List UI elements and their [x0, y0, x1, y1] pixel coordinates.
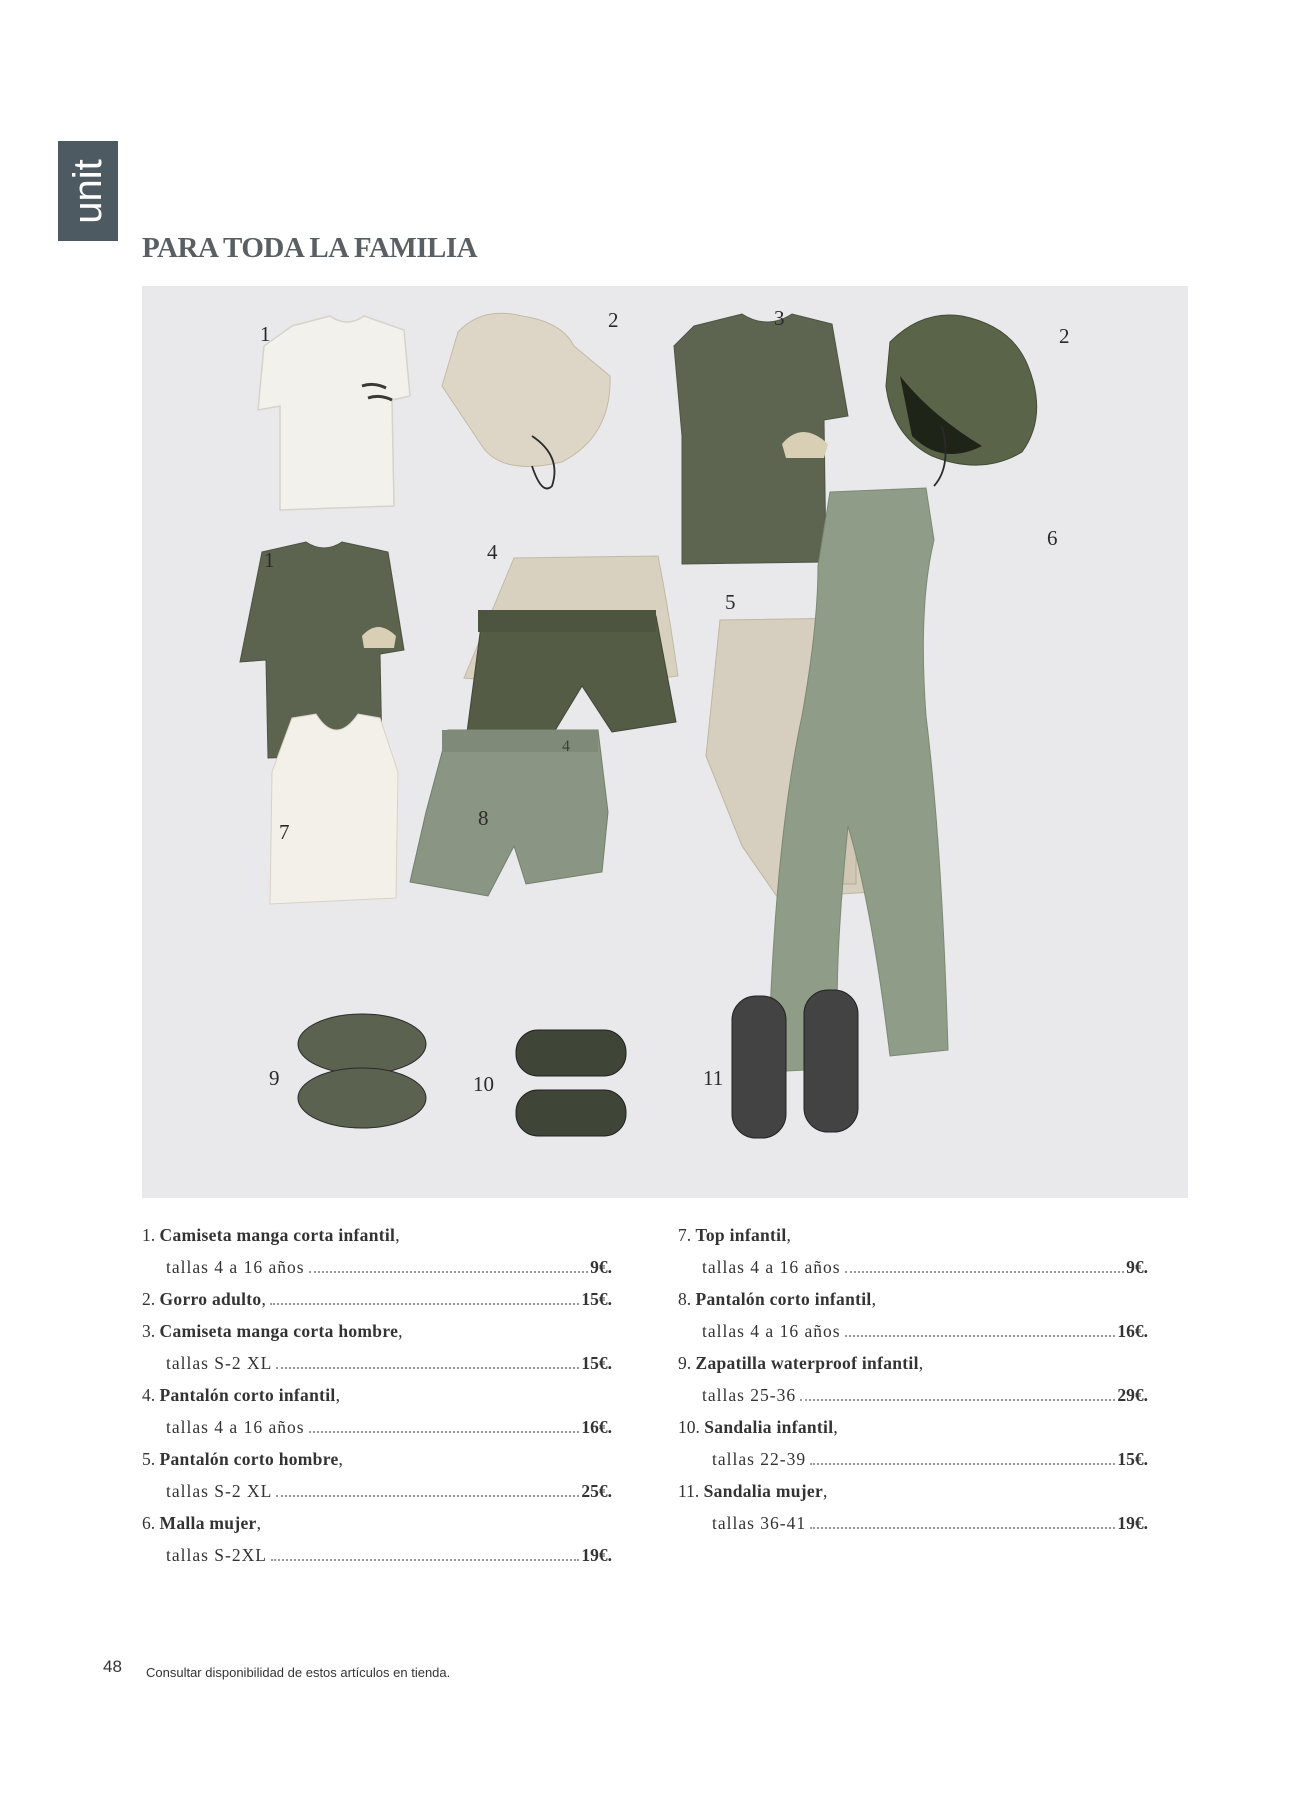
- item-price: 29€.: [1117, 1385, 1148, 1405]
- item-number: 5.: [142, 1449, 156, 1469]
- item-number: 1.: [142, 1225, 156, 1245]
- item-name: Zapatilla waterproof infantil: [695, 1353, 919, 1373]
- page-title: PARA TODA LA FAMILIA: [142, 232, 478, 264]
- list-item: 8. Pantalón corto infantil, tallas 4 a 16 años 16€.: [678, 1283, 1148, 1347]
- item-price: 16€.: [581, 1417, 612, 1437]
- item-name: Gorro adulto: [159, 1289, 262, 1309]
- list-item: 6. Malla mujer, tallas S-2XL 19€.: [142, 1507, 612, 1571]
- item-sizes: tallas 4 a 16 años: [166, 1417, 305, 1437]
- product-list-right: [678, 1219, 1148, 1539]
- item-name: Pantalón corto infantil: [695, 1289, 872, 1309]
- white-tshirt-shape: [258, 316, 410, 510]
- photo-number-10: 10: [473, 1072, 494, 1096]
- beige-hat-shape: [442, 313, 610, 488]
- product-photo: [142, 286, 1188, 1198]
- item-sizes: tallas 4 a 16 años: [702, 1257, 841, 1277]
- item-sizes: tallas S-2 XL: [166, 1353, 273, 1373]
- list-item: 10. Sandalia infantil, tallas 22-39 15€.: [678, 1411, 1148, 1475]
- photo-number-1-b: 1: [264, 548, 275, 572]
- olive-hat-shape: [886, 315, 1037, 486]
- photo-number-7: 7: [279, 820, 290, 844]
- list-item: 11. Sandalia mujer, tallas 36-41 19€.: [678, 1475, 1148, 1539]
- item-price: 25€.: [581, 1481, 612, 1501]
- sneakers-shape: [298, 1014, 426, 1128]
- item-sizes: tallas S-2XL: [166, 1545, 267, 1565]
- item-sizes: tallas 22-39: [712, 1449, 807, 1469]
- white-tank-shape: [270, 714, 398, 904]
- item-name: Pantalón corto hombre: [159, 1449, 339, 1469]
- list-item: 3. Camiseta manga corta hombre, tallas S-2 XL 15€.: [142, 1315, 612, 1379]
- item-price: 9€.: [590, 1257, 612, 1277]
- olive-adult-tshirt-shape: [674, 314, 848, 564]
- photo-number-3: 3: [774, 306, 785, 330]
- list-item: 2. Gorro adulto , 15€.: [142, 1283, 612, 1315]
- photo-number-11: 11: [703, 1066, 724, 1090]
- item-number: 4.: [142, 1385, 156, 1405]
- item-sizes: tallas 4 a 16 años: [702, 1321, 841, 1341]
- item-price: 15€.: [581, 1289, 612, 1309]
- item-number: 6.: [142, 1513, 156, 1533]
- item-number: 2.: [142, 1289, 156, 1309]
- photo-number-1: 1: [260, 322, 271, 346]
- list-item: 1. Camiseta manga corta infantil, tallas 4 a 16 años 9€.: [142, 1219, 612, 1283]
- item-number: 11.: [678, 1481, 700, 1501]
- item-price: 15€.: [581, 1353, 612, 1373]
- item-number: 7.: [678, 1225, 692, 1245]
- item-name: Malla mujer: [159, 1513, 257, 1533]
- photo-number-8: 8: [478, 806, 489, 830]
- item-price: 19€.: [581, 1545, 612, 1565]
- item-sizes: tallas 36-41: [712, 1513, 807, 1533]
- item-number: 9.: [678, 1353, 692, 1373]
- photo-number-2-b: 2: [1059, 324, 1070, 348]
- item-price: 15€.: [1117, 1449, 1148, 1469]
- list-item: 4. Pantalón corto infantil, tallas 4 a 16 años 16€.: [142, 1379, 612, 1443]
- availability-note: Consultar disponibilidad de estos artículos en tienda.: [146, 1665, 451, 1680]
- product-illustration: [142, 286, 1188, 1198]
- item-name: Pantalón corto infantil: [159, 1385, 336, 1405]
- item-name: Sandalia mujer: [703, 1481, 824, 1501]
- kids-shorts-shape: [464, 556, 678, 752]
- photo-number-6: 6: [1047, 526, 1058, 550]
- item-sizes: tallas 25-36: [702, 1385, 797, 1405]
- brand-logo: [58, 141, 118, 241]
- item-number: 8.: [678, 1289, 692, 1309]
- list-item: 5. Pantalón corto hombre, tallas S-2 XL 25€.: [142, 1443, 612, 1507]
- photo-number-9: 9: [269, 1066, 280, 1090]
- photo-number-4: 4: [487, 540, 498, 564]
- leggings-shape: [768, 488, 948, 1072]
- item-sizes: tallas 4 a 16 años: [166, 1257, 305, 1277]
- kids-sandals-shape: [516, 1030, 626, 1136]
- item-name: Camiseta manga corta hombre: [159, 1321, 399, 1341]
- list-item: 7. Top infantil, tallas 4 a 16 años 9€.: [678, 1219, 1148, 1283]
- item-name: Camiseta manga corta infantil: [159, 1225, 396, 1245]
- photo-number-4-b: 4: [562, 738, 570, 755]
- item-sizes: tallas S-2 XL: [166, 1481, 273, 1501]
- item-price: 16€.: [1117, 1321, 1148, 1341]
- item-number: 3.: [142, 1321, 156, 1341]
- item-price: 9€.: [1126, 1257, 1148, 1277]
- sage-shorts-shape: [410, 730, 608, 896]
- item-number: 10.: [678, 1417, 700, 1437]
- item-price: 19€.: [1117, 1513, 1148, 1533]
- product-list-left: [142, 1219, 612, 1571]
- item-name: Top infantil: [695, 1225, 787, 1245]
- list-item: 9. Zapatilla waterproof infantil, tallas 25-36 29€.: [678, 1347, 1148, 1411]
- page-number: 48: [103, 1657, 122, 1676]
- item-name: Sandalia infantil: [704, 1417, 834, 1437]
- photo-number-5: 5: [725, 590, 736, 614]
- photo-number-2: 2: [608, 308, 619, 332]
- brand-logo-text: unit: [65, 158, 110, 224]
